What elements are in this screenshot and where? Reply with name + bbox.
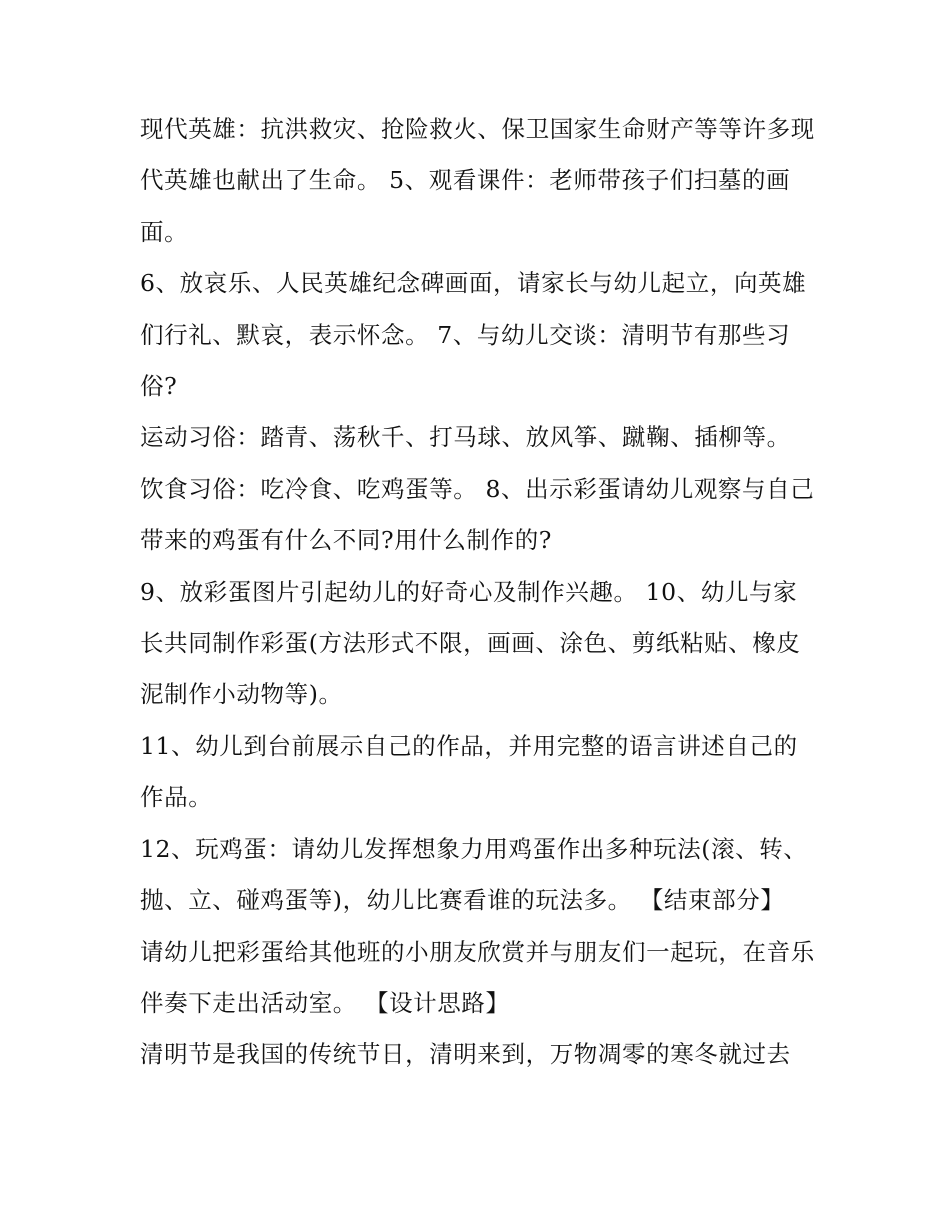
- paragraph: 现代英雄：抗洪救灾、抢险救火、保卫国家生命财产等等许多现代英雄也献出了生命。 5、观看课件：老师带孩子们扫墓的画面。: [140, 115, 815, 246]
- paragraph: 饮食习俗：吃冷食、吃鸡蛋等。 8、出示彩蛋请幼儿观察与自己带来的鸡蛋有什么不同?用什么制作的?: [140, 474, 815, 555]
- document-body: [140, 104, 820, 1081]
- paragraph: 9、放彩蛋图片引起幼儿的好奇心及制作兴趣。 10、幼儿与家长共同制作彩蛋(方法形式不限，画画、涂色、剪纸粘贴、橡皮泥制作小动物等)。: [140, 577, 801, 709]
- paragraph: 清明节是我国的传统节日，清明来到，万物凋零的寒冬就过去: [140, 1040, 791, 1069]
- paragraph: 运动习俗：踏青、荡秋千、打马球、放风筝、蹴鞠、插柳等。: [140, 423, 791, 452]
- paragraph: 6、放哀乐、人民英雄纪念碑画面，请家长与幼儿起立，向英雄们行礼、默哀，表示怀念。 7、与幼儿交谈：清明节有那些习俗?: [140, 269, 807, 401]
- paragraph: 12、玩鸡蛋：请幼儿发挥想象力用鸡蛋作出多种玩法(滚、转、抛、立、碰鸡蛋等)，幼儿比赛看谁的玩法多。 【结束部分】: [140, 834, 808, 915]
- paragraph: 11、幼儿到台前展示自己的作品，并用完整的语言讲述自己的作品。: [140, 731, 798, 812]
- paragraph: 请幼儿把彩蛋给其他班的小朋友欣赏并与朋友们一起玩，在音乐伴奏下走出活动室。 【设计思路】: [140, 937, 815, 1017]
